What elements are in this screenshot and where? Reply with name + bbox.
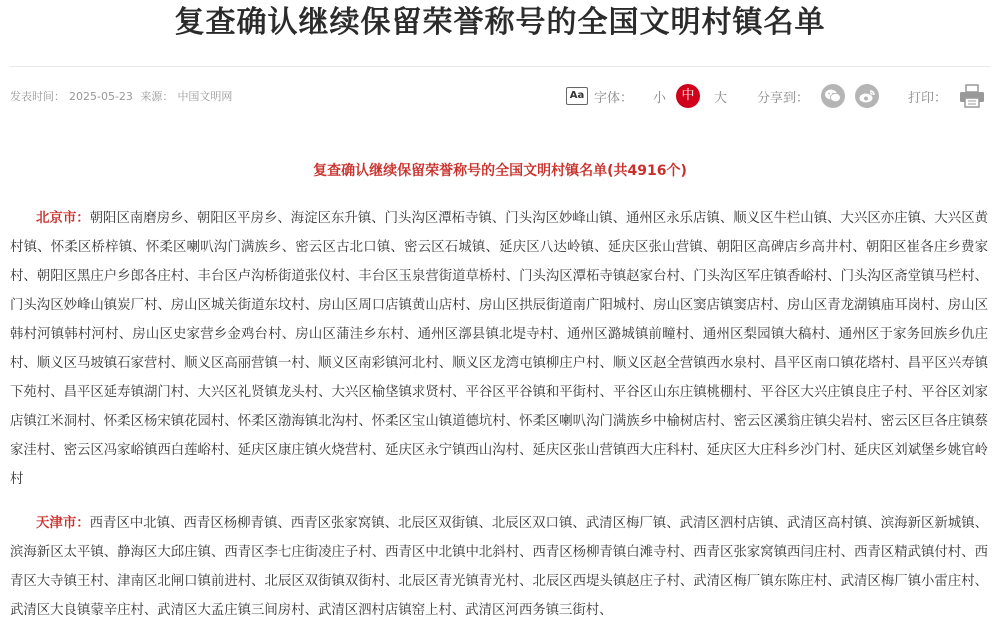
- share-wechat-button[interactable]: [821, 84, 845, 108]
- print-label: 打印：: [908, 90, 948, 106]
- share-label: 分享到：: [757, 90, 810, 106]
- font-size-control: [566, 82, 741, 110]
- font-size-icon: Aa: [566, 87, 588, 105]
- font-size-medium-button[interactable]: 中: [676, 84, 700, 108]
- font-size-small-button[interactable]: 小: [653, 90, 667, 106]
- print-control: [908, 82, 985, 110]
- section-content-beijing: 朝阳区南磨房乡、朝阳区平房乡、海淀区东升镇、门头沟区潭柘寺镇、门头沟区妙峰山镇、通州区永乐店镇、顺义区牛栏山镇、大兴区亦庄镇、大兴区黄村镇、怀柔区桥梓镇、怀柔区喇叭沟门满族乡、密云区古北口镇、密云区石城镇、延庆区八达岭镇、延庆区张山营镇、朝阳区高碑店乡高井村、朝阳区崔各庄乡费家村、朝阳区黑庄户乡郎各庄村、丰台区卢沟桥街道张仪村、丰台区玉泉营街道草桥村、门头沟区潭柘寺镇赵家台村、门头沟区军庄镇香峪村、门头沟区斋堂镇马栏村、门头沟区妙峰山镇炭厂村、房山区城关街道东坟村、房山区周口店镇黄山店村、房山区拱辰街道南广阳城村、房山区窦店镇窦店村、房山区青龙湖镇庙耳岗村、房山区韩村河镇韩村河村、房山区史家营乡金鸡台村、房山区蒲洼乡东村、通州区漷县镇北堤寺村、通州区潞城镇前疃村、通州区梨园镇大稿村、通州区于家务回族乡仇庄村、顺义区马坡镇石家营村、顺义区高丽营镇一村、顺义区南彩镇河北村、顺义区龙湾屯镇柳庄户村、顺义区赵全营镇西水泉村、昌平区南口镇花塔村、昌平区兴寿镇下苑村、昌平区延寿镇湖门村、大兴区礼贤镇龙头村、大兴区榆垡镇求贤村、平谷区平谷镇和平街村、平谷区山东庄镇桃棚村、平谷区大兴庄镇良庄子村、平谷区刘家店镇江米洞村、怀柔区杨宋镇花园村、怀柔区渤海镇北沟村、怀柔区宝山镇道德坑村、怀柔区喇叭沟门满族乡中榆树店村、密云区溪翁庄镇尖岩村、密云区巨各庄镇蔡家洼村、密云区冯家峪镇西白莲峪村、延庆区康庄镇火烧营村、延庆区永宁镇西山沟村、延庆区张山营镇西大庄科村、延庆区大庄科乡沙门村、延庆区刘斌堡乡姚官岭村: [10, 211, 989, 487]
- source-label: 来源：: [140, 90, 174, 103]
- wechat-icon: [824, 88, 842, 104]
- font-size-large-button[interactable]: 大: [714, 90, 728, 106]
- city-label-beijing: 北京市：: [36, 211, 90, 226]
- page-title: 复查确认继续保留荣誉称号的全国文明村镇名单: [174, 5, 826, 40]
- section-beijing: [10, 204, 988, 494]
- font-size-label: 字体：: [594, 90, 634, 106]
- share-control: [757, 82, 889, 110]
- section-content-tianjin: 西青区中北镇、西青区杨柳青镇、西青区张家窝镇、北辰区双街镇、北辰区双口镇、武清区梅厂镇、武清区泗村店镇、武清区高村镇、滨海新区新城镇、滨海新区太平镇、静海区大邱庄镇、西青区李七庄街凌庄子村、西青区中北镇中北斜村、西青区杨柳青镇白滩寺村、西青区张家窝镇西闫庄村、西青区精武镇付村、西青区大寺镇王村、津南区北闸口镇前进村、北辰区双街镇双街村、北辰区青光镇青光村、北辰区西堤头镇赵庄子村、武清区梅厂镇东陈庄村、武清区梅厂镇小雷庄村、武清区大良镇蒙辛庄村、武清区大孟庄镇三间房村、武清区泗村店镇窑上村、武清区河西务镇三街村、: [10, 516, 989, 618]
- list-subtitle: 复查确认继续保留荣誉称号的全国文明村镇名单(共4916个): [313, 163, 687, 179]
- weibo-icon: [858, 88, 876, 104]
- article-meta: [10, 88, 236, 104]
- printer-icon[interactable]: [959, 84, 985, 108]
- city-label-tianjin: 天津市：: [36, 516, 90, 531]
- publish-date: 2025-05-23: [69, 90, 133, 103]
- share-weibo-button[interactable]: [855, 84, 879, 108]
- publish-label: 发表时间：: [10, 90, 65, 103]
- source-name: 中国文明网: [177, 90, 233, 103]
- header-divider: [10, 66, 990, 67]
- section-tianjin: [10, 509, 988, 625]
